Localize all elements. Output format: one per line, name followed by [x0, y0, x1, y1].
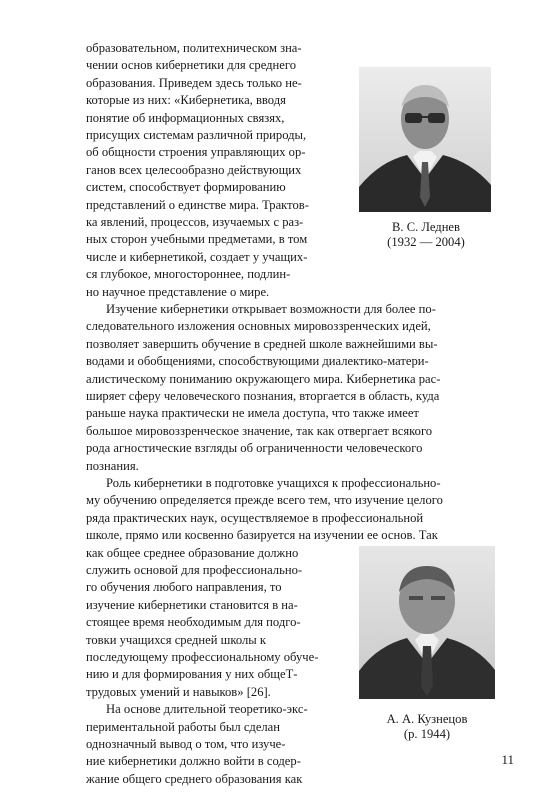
portrait-photo-ledнev — [359, 67, 491, 212]
caption-name: В. С. Леднев — [392, 220, 460, 234]
portrait-photo-kuznetsov — [359, 546, 495, 699]
caption-years: (1932 — 2004) — [387, 235, 465, 249]
text-line: му обучению определяется прежде всего тем, что изучение целого — [86, 493, 443, 507]
text-line: позволяет завершить обучение в средней школе важнейшими вы- — [86, 337, 438, 351]
text-line: На основе длительной теоретико-экс- — [106, 702, 308, 716]
text-line: присущих системам различной природы, — [86, 128, 307, 142]
text-line: жание общего среднего образования как — [86, 772, 303, 786]
photo-caption — [372, 712, 482, 742]
text-line: ных сторон учебными предметами, в том — [86, 232, 308, 246]
text-line: которые из них: «Кибернетика, вводя — [86, 93, 286, 107]
text-line: раньше наука практически не имела доступа, что также имеет — [86, 406, 419, 420]
text-line: образования. Приведем здесь только не- — [86, 76, 302, 90]
page-number: 11 — [501, 752, 514, 767]
caption-years: (р. 1944) — [403, 727, 451, 741]
text-line: го обучения любого направления, то — [86, 580, 282, 594]
text-line: периментальной работы был сделан — [86, 720, 281, 734]
text-line: трудовых умений и навыков» [26]. — [86, 685, 271, 699]
text-line: нию и для формирования у них общеТ- — [86, 667, 298, 681]
text-line: рода агностические взгляды об ограниченности человеческого — [86, 441, 423, 455]
text-line: но научное представление о мире. — [86, 285, 270, 299]
text-line: однозначный вывод о том, что изуче- — [86, 737, 286, 751]
text-line: Роль кибернетики в подготовке учащихся к профессионально- — [106, 476, 441, 490]
text-line: алистическому пониманию окружающего мира. Кибернетика рас- — [86, 372, 441, 386]
text-line: большое мировоззренческое значение, так как отвергает всякого — [86, 424, 433, 438]
text-line: понятие об информационных связях, — [86, 111, 285, 125]
text-line: познания. — [86, 459, 139, 473]
text-line: ганов всех целесообразно действующих — [86, 163, 302, 177]
photo-caption — [374, 220, 478, 250]
text-line: ние кибернетики должно войти в содер- — [86, 754, 301, 768]
text-line: ширяет сферу человеческого познания, вторгается в область, куда — [86, 389, 440, 403]
text-line: ка явлений, процессов, изучаемых с раз- — [86, 215, 304, 229]
text-line: последующему профессиональному обуче- — [86, 650, 319, 664]
text-line: чении основ кибернетики для среднего — [86, 58, 297, 72]
text-line: стоящее время необходимым для подго- — [86, 615, 301, 629]
text-line: школе, прямо или косвенно базируется на изучении ее основ. Так — [86, 528, 438, 542]
text-line: водами и обобщениями, способствующими диалектико-матери- — [86, 354, 429, 368]
text-line: ся глубокое, многостороннее, подлин- — [86, 267, 291, 281]
text-line: числе и кибернетикой, создает у учащих- — [86, 250, 308, 264]
text-line: следовательного изложения основных мировоззренческих идей, — [86, 319, 431, 333]
text-line: изучение кибернетики становится в на- — [86, 598, 298, 612]
text-line: как общее среднее образование должно — [86, 546, 299, 560]
text-line: Изучение кибернетики открывает возможности для более по- — [106, 302, 436, 316]
text-line: товки учащихся средней школы к — [86, 633, 266, 647]
text-line: образовательном, политехническом зна- — [86, 41, 302, 55]
text-line: об общности строения управляющих ор- — [86, 145, 306, 159]
caption-name: А. А. Кузнецов — [386, 712, 468, 726]
text-line: систем, способствует формированию — [86, 180, 286, 194]
text-line: представлений о единстве мира. Трактов- — [86, 198, 309, 212]
text-line: ряда практических наук, осуществляемое в профессиональной — [86, 511, 424, 525]
text-line: служить основой для профессионально- — [86, 563, 303, 577]
